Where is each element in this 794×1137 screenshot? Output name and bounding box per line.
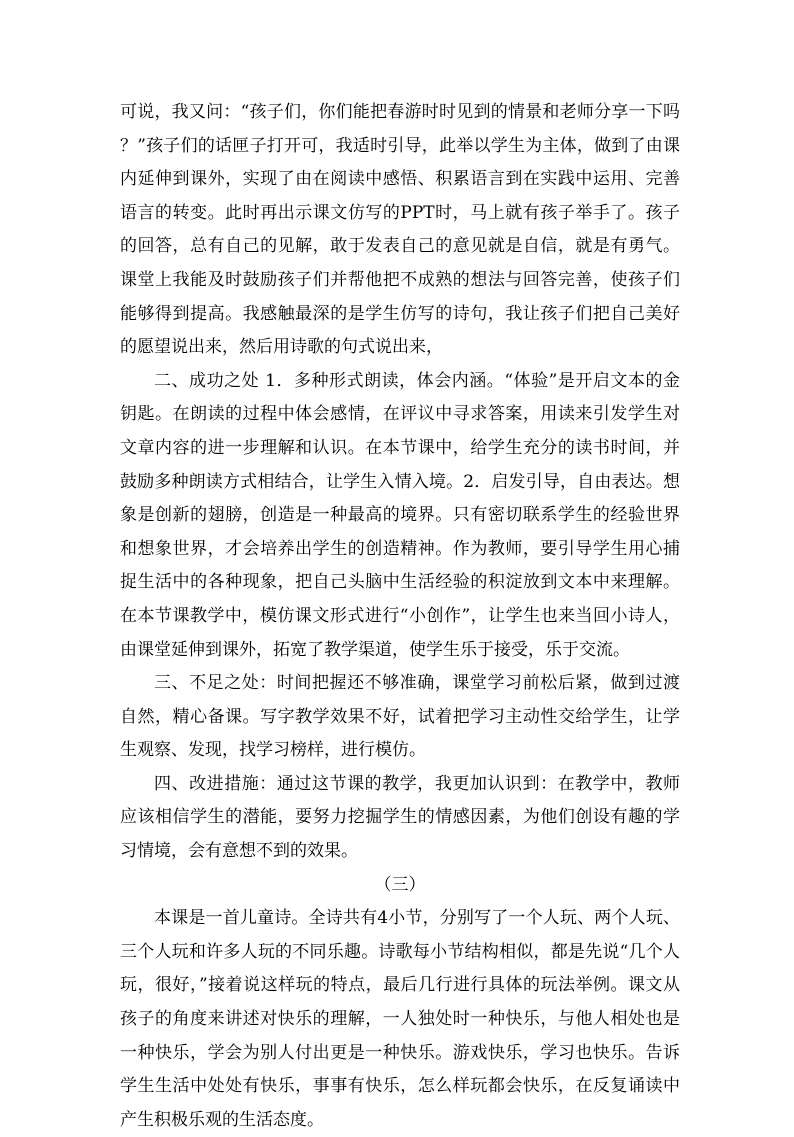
paragraph-continuation: 可说，我又问：“孩子们，你们能把春游时时见到的情景和老师分享一下吗？”孩子们的话匣子打开可，我适时引导，此举以学生为主体，做到了由课内延伸到课外，实现了由在阅读中感悟、积累语言到在实践中运用、完善语言的转变。此时再出示课文仿写的PPT时，马上就有孩子举手了。孩子的回答，总有自己的见解，敢于发表自己的意见就是自信，就是有勇气。课堂上我能及时鼓励孩子们并帮他把不成熟的想法与回答完善，使孩子们能够得到提高。我感触最深的是学生仿写的诗句，我让孩子们把自己美好的愿望说出来，然后用诗歌的句式说出来， [120,102,680,358]
paragraph-lesson-intro: 本课是一首儿童诗。全诗共有4小节，分别写了一个人玩、两个人玩、三个人玩和许多人玩的不同乐趣。诗歌每小节结构相似，都是先说“几个人玩，很好，”接着说这样玩的特点，最后几行进行具体的玩法举例。课文从孩子的角度来讲述对快乐的理解，一人独处时一种快乐，与他人相处也是一种快乐，学会为别人付出更是一种快乐。游戏快乐，学习也快乐。告诉学生生活中处处有快乐，事事有快乐，怎么样玩都会快乐，在反复诵读中产生积极乐观的生活态度。 [120,908,680,1130]
paragraph-successes: 二、成功之处 1．多种形式朗读，体会内涵。“体验”是开启文本的金钥匙。在朗读的过程中体会感情，在评议中寻求答案，用读来引发学生对文章内容的进一步理解和认识。在本节课中，给学生充分的读书时间，并鼓励多种朗读方式相结合，让学生入情入境。2．启发引导，自由表达。想象是创新的翅膀，创造是一种最高的境界。只有密切联系学生的经验世界和想象世界，才会培养出学生的创造精神。作为教师，要引导学生用心捕捉生活中的各种现象，把自己头脑中生活经验的积淀放到文本中来理解。在本节课教学中，模仿课文形式进行“小创作”，让学生也来当回小诗人，由课堂延伸到课外，拓宽了教学渠道，使学生乐于接受，乐于交流。 [120,370,680,660]
paragraph-improvements: 四、改进措施：通过这节课的教学，我更加认识到：在教学中，教师应该相信学生的潜能，要努力挖掘学生的情感因素，为他们创设有趣的学习情境，会有意想不到的效果。 [120,773,680,862]
paragraph-shortcomings: 三、不足之处：时间把握还不够准确，课堂学习前松后紧，做到过渡自然，精心备课。写字教学效果不好，试着把学习主动性交给学生，让学生观察、发现，找学习榜样，进行模仿。 [120,673,680,761]
document-body [120,96,680,1137]
section-heading: （三） [374,874,426,895]
